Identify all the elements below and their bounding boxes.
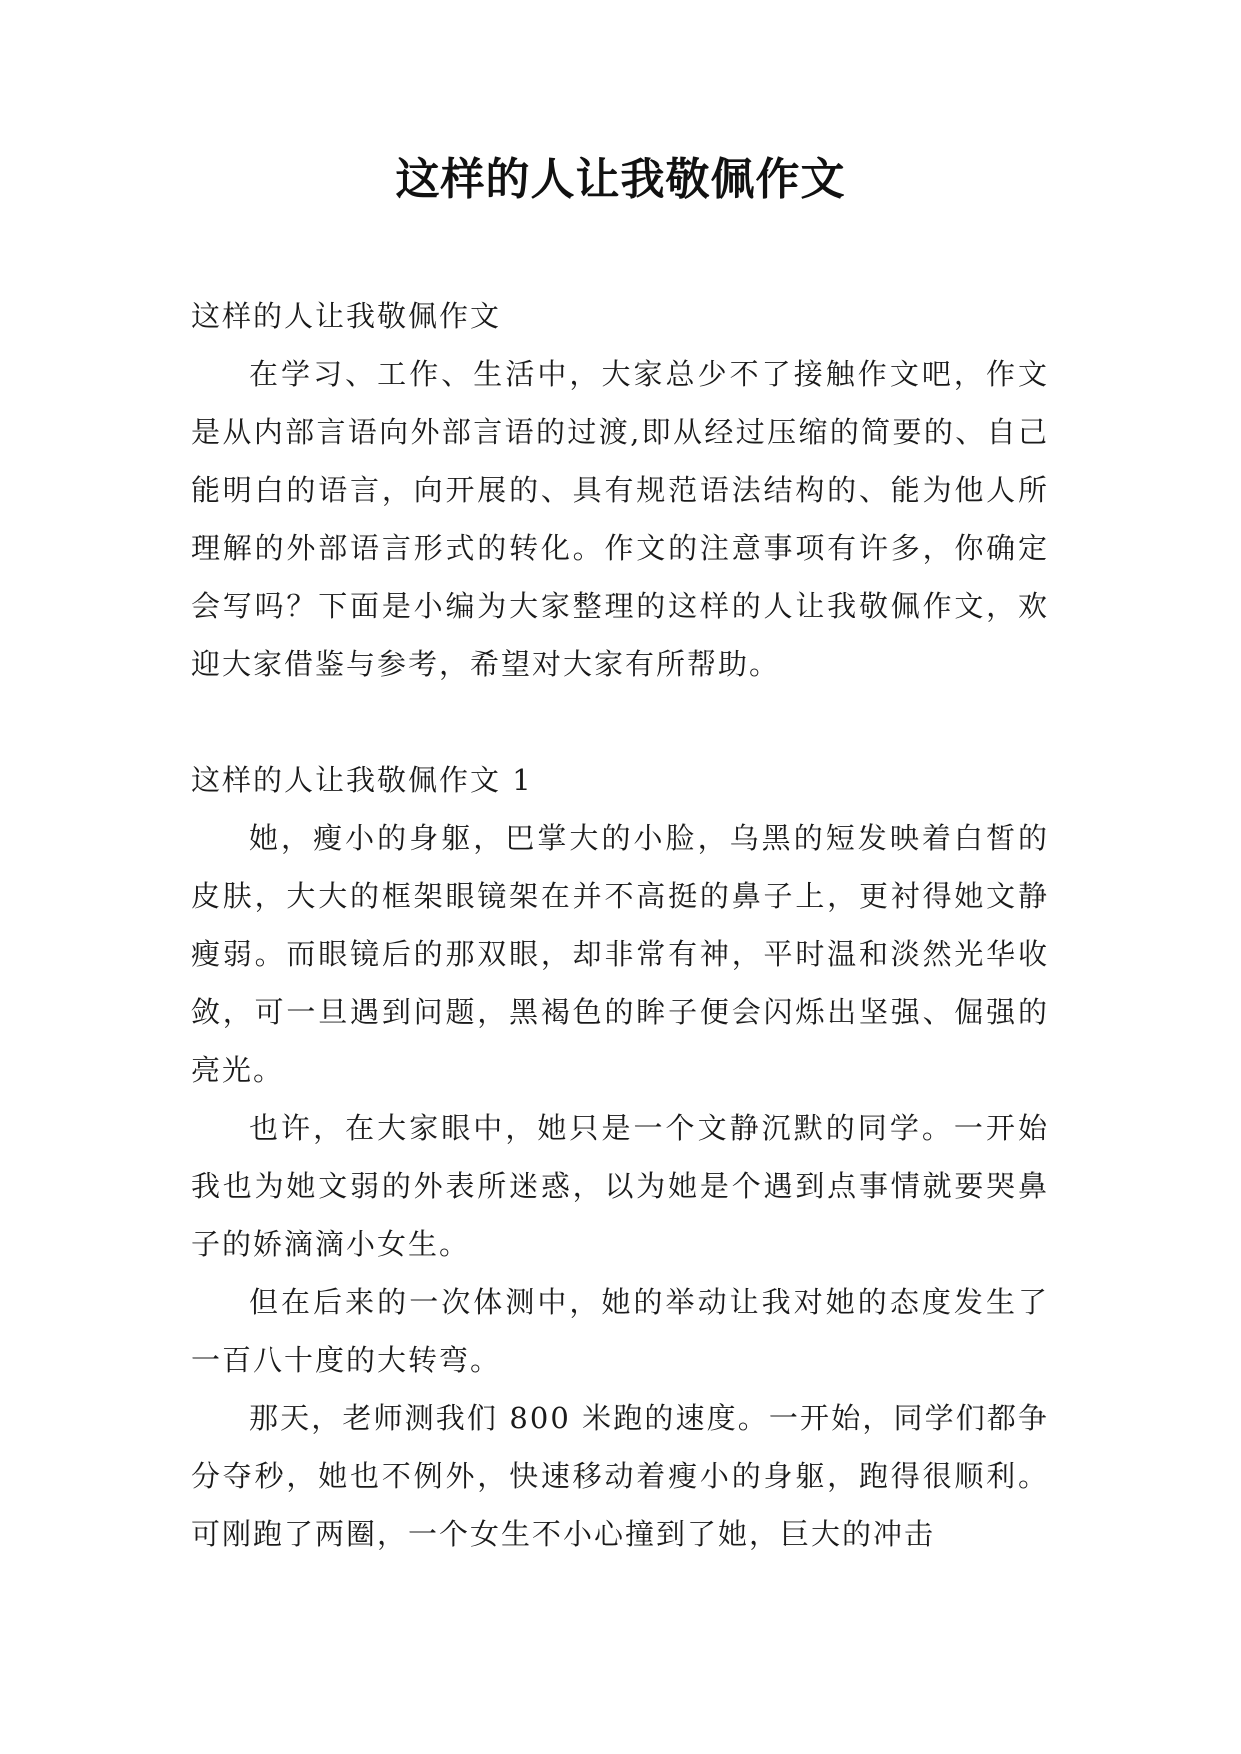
intro-paragraph: 在学习、工作、生活中，大家总少不了接触作文吧，作文是从内部言语向外部言语的过渡,即从经过压缩的简要的、自己能明白的语言，向开展的、具有规范语法结构的、能为他人所理解的外部语言形式的转化。作文的注意事项有许多，你确定会写吗？下面是小编为大家整理的这样的人让我敬佩作文，欢迎大家借鉴与参考，希望对大家有所帮助。 (191, 357, 1049, 681)
section-heading-essay-1: 这样的人让我敬佩作文 1 (191, 763, 533, 797)
essay-paragraph: 也许，在大家眼中，她只是一个文静沉默的同学。一开始我也为她文弱的外表所迷惑，以为她是个遇到点事情就要哭鼻子的娇滴滴小女生。 (191, 1111, 1049, 1261)
document-body (191, 287, 1049, 1563)
section-heading-intro: 这样的人让我敬佩作文 (191, 299, 502, 333)
essay-paragraph: 但在后来的一次体测中，她的举动让我对她的态度发生了一百八十度的大转弯。 (191, 1285, 1049, 1377)
essay-paragraph: 她，瘦小的身躯，巴掌大的小脸，乌黑的短发映着白皙的皮肤，大大的框架眼镜架在并不高挺的鼻子上，更衬得她文静瘦弱。而眼镜后的那双眼，却非常有神，平时温和淡然光华收敛，可一旦遇到问题，黑褐色的眸子便会闪烁出坚强、倔强的亮光。 (191, 821, 1049, 1087)
essay-paragraph: 那天，老师测我们 800 米跑的速度。一开始，同学们都争分夺秒，她也不例外，快速移动着瘦小的身躯，跑得很顺利。可刚跑了两圈，一个女生不小心撞到了她，巨大的冲击 (191, 1401, 1049, 1551)
page-title: 这样的人让我敬佩作文 (395, 154, 846, 205)
